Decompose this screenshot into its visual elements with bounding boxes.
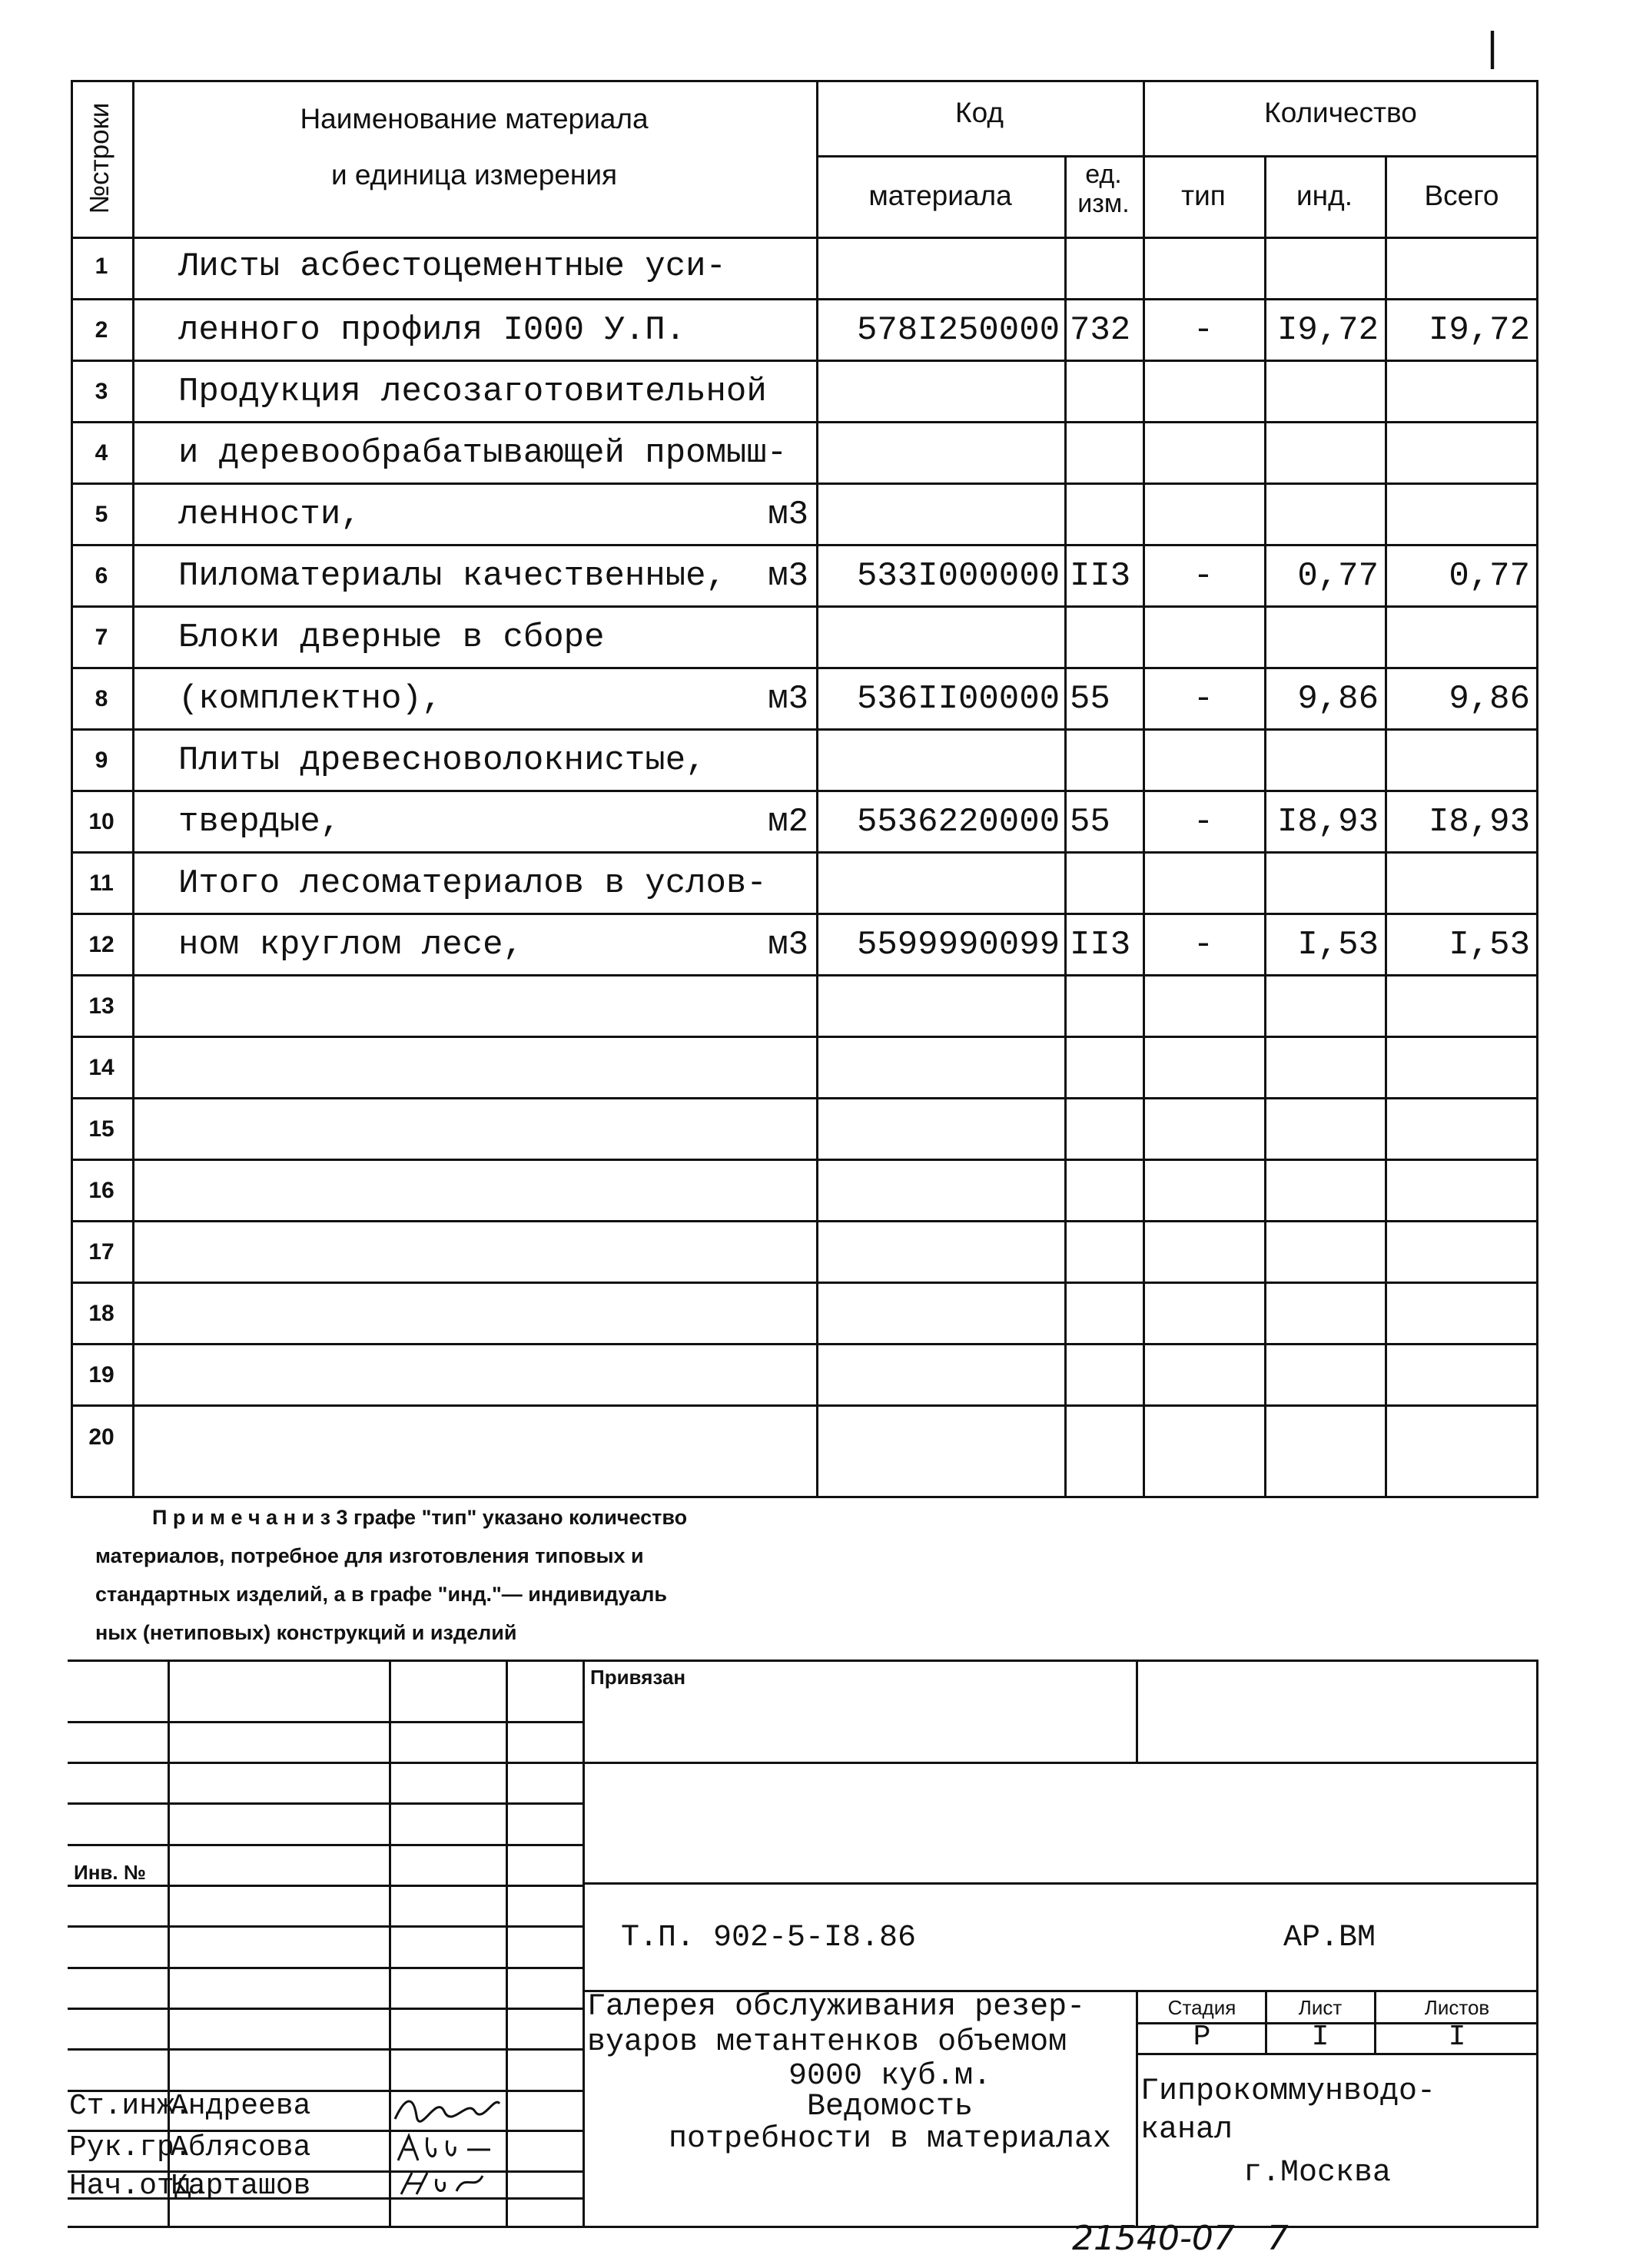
material-unit: м3 [768,926,808,964]
org-line3: г.Москва [1243,2156,1392,2190]
row-number: 15 [88,1116,115,1142]
unit-code: 55 [1070,680,1110,718]
qty-ind: 0,77 [1297,557,1379,595]
table-row [71,974,1538,1036]
row-number: 17 [88,1239,115,1265]
qty-ind: I,53 [1297,926,1379,964]
row-number: 2 [95,317,108,343]
table-row [71,421,1538,482]
material-name: твердые, [178,803,341,841]
qty-total: I8,93 [1428,803,1530,841]
material-name: и деревообрабатывающей промыш- [178,434,788,472]
quantity-header: Количество [1264,97,1417,128]
table-row [71,790,1538,851]
table-row [71,1343,1538,1404]
qty-type: - [1193,680,1214,718]
row-number: 10 [88,809,115,834]
note-line2: материалов, потребное для изготовления типовых и [95,1544,644,1567]
material-unit: м3 [768,496,808,534]
org-line2: канал [1140,2113,1233,2147]
signature-3 [390,2168,504,2199]
table-row [71,667,1538,728]
qty-type-header: тип [1181,180,1226,211]
sheets-label: Листов [1424,1996,1490,2019]
material-code: 5599990099 [856,926,1060,964]
table-row [71,1404,1538,1467]
row-number: 9 [95,748,108,773]
sheet-value: I [1311,2021,1329,2054]
table-row [71,1220,1538,1282]
qty-total: I,53 [1449,926,1530,964]
row-number: 8 [95,686,108,711]
inv-label: Инв. № [74,1861,146,1884]
note-line4: ных (нетиповых) конструкций и изделий [95,1621,517,1644]
table-row [71,728,1538,790]
role-2: Рук.гр. [69,2131,192,2164]
material-name: Итого лесоматериалов в услов- [178,864,767,903]
material-code: 5536220000 [856,803,1060,841]
sheets-value: I [1448,2021,1466,2054]
name-header-line2: и единица измерения [330,159,618,191]
qty-ind: I9,72 [1276,311,1379,350]
person-name-1: Андреева [171,2090,311,2123]
table-row [71,1097,1538,1159]
material-name: ленного профиля I000 У.П. [178,311,686,350]
stage-label: Стадия [1167,1996,1236,2019]
table-row [71,237,1538,298]
material-unit: м3 [768,680,808,718]
title-line5: потребности в материалах [668,2122,1112,2157]
row-number: 14 [88,1055,115,1080]
role-1: Ст.инж. [69,2090,192,2123]
row-number: 4 [95,440,108,466]
material-code: 578I250000 [856,311,1060,350]
material-name: Плиты древесноволокнистые, [178,741,706,780]
row-number: 13 [88,993,115,1019]
qty-total: 0,77 [1449,557,1530,595]
table-row [71,298,1538,360]
unit-code: 732 [1070,311,1131,350]
table-row [71,851,1538,913]
table-row [71,1282,1538,1343]
material-code: 533I000000 [856,557,1060,595]
title-line3: 9000 куб.м. [788,2059,992,2094]
row-number: 7 [95,625,108,650]
material-name: Пиломатериалы качественные, [178,557,726,595]
row-number: 11 [89,870,114,896]
material-code: 536II00000 [856,680,1060,718]
row-number: 12 [88,932,115,957]
unit-code: 55 [1070,803,1110,841]
unit-code: II3 [1070,557,1131,595]
corner-mark: | [1487,24,1499,70]
person-name-3: Карташов [171,2170,311,2203]
row-number-header: №строки [85,102,115,214]
role-3: Нач.отд. [69,2170,210,2203]
qty-ind-header: инд. [1296,180,1353,211]
row-number: 19 [88,1362,115,1388]
title-line4: Ведомость [806,2090,974,2124]
code-material-header: материала [868,180,1012,211]
qty-total: 9,86 [1449,680,1530,718]
table-row [71,913,1538,974]
qty-total-header: Всего [1424,180,1499,211]
qty-ind: 9,86 [1297,680,1379,718]
row-number: 3 [95,379,108,404]
material-name: Листы асбестоцементные уси- [178,247,726,286]
unit-code: II3 [1070,926,1131,964]
name-header-line1: Наименование материала [300,103,649,134]
materials-table [71,80,1538,1498]
material-name: Продукция лесозаготовительной [178,373,767,411]
table-row [71,360,1538,421]
code-unit-header: ед. изм. [1077,160,1130,218]
table-row [71,482,1538,544]
qty-type: - [1193,557,1214,595]
row-number: 20 [88,1424,115,1450]
material-name: (комплектно), [178,680,443,718]
qty-type: - [1193,803,1214,841]
note-line1: П р и м е ч а н и з 3 графе "тип" указано количество [152,1506,688,1529]
code-header: Код [955,97,1004,128]
signature-1 [390,2088,504,2127]
doc-code: Т.П. 902-5-I8.86 [621,1921,917,1955]
title-block [68,1660,1538,2228]
material-name: ном круглом лесе, [178,926,523,964]
material-name: Блоки дверные в сборе [178,618,605,657]
table-row [71,605,1538,667]
qty-type: - [1193,926,1214,964]
title-line2: вуаров метантенков объемом [587,2025,1067,2060]
material-name: ленности, [178,496,361,534]
table-row [71,1036,1538,1097]
note-line3: стандартных изделий, а в графе "инд."— индивидуаль [95,1583,668,1606]
qty-total: I9,72 [1428,311,1530,350]
title-line1: Галерея обслуживания резер- [587,1990,1086,2024]
row-number: 16 [88,1178,115,1203]
signature-2 [390,2130,504,2168]
row-number: 1 [95,254,108,279]
stage-value: Р [1193,2021,1211,2054]
org-line1: Гипрокоммунводо- [1140,2074,1436,2109]
row-number: 6 [95,563,108,589]
table-row [71,544,1538,605]
row-number: 5 [95,502,108,527]
bound-label: Привязан [590,1666,686,1689]
qty-type: - [1193,311,1214,350]
qty-ind: I8,93 [1276,803,1379,841]
material-unit: м2 [768,803,808,841]
footer-number: 21540-07 7 [1072,2219,1289,2258]
material-unit: м3 [768,557,808,595]
row-number: 18 [88,1301,115,1326]
sheet-label: Лист [1298,1996,1343,2019]
person-name-2: Аблясова [171,2131,311,2164]
doc-mark: АР.ВМ [1283,1921,1376,1955]
table-row [71,1159,1538,1220]
